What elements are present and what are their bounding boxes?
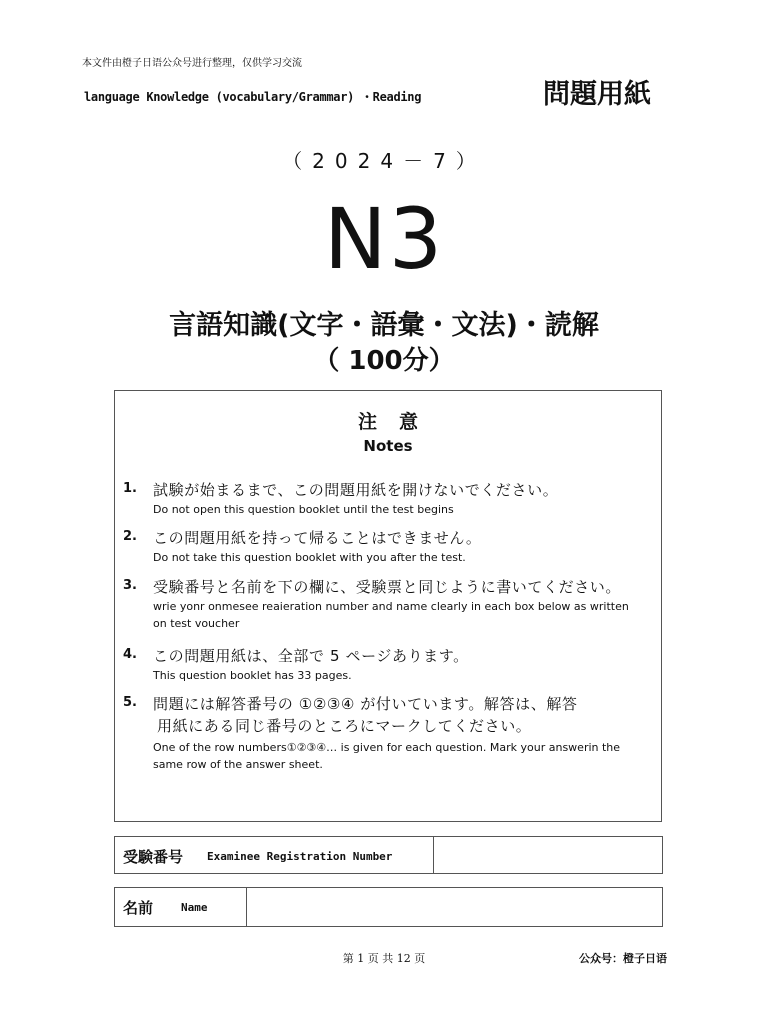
source-notice: 本文件由橙子日语公众号进行整理，仅供学习交流 [82,58,302,69]
notes-title-ja: 注意 [357,411,440,433]
note-text-en: One of the row numbers①②③④… is given for each question. Mark your answerin the same row of the answer sheet. [153,741,621,771]
note-text-ja: 問題には解答番号の ①②③④ が付いています。解答は、解答 [153,695,578,713]
section-line: language Knowledge (vocabulary/Grammar) ・Reading [84,90,422,104]
name-row [114,887,663,927]
name-label-en: Name [181,901,208,914]
notes-title-en: Notes [363,437,413,455]
note-text-ja: この問題用紙は、全部で 5 ページあります。 [153,647,469,665]
note-text-ja: この問題用紙を持って帰ることはできません。 [153,529,482,547]
note-number: 2. [123,529,137,544]
note-text-ja-continued: 用紙にある同じ番号のところにマークしてください。 [157,717,532,735]
registration-number-field[interactable] [434,837,662,873]
note-text-en: Do not open this question booklet until the test begins [153,503,454,516]
note-text-ja: 受験番号と名前を下の欄に、受験票と同じように書いてください。 [153,578,622,596]
exam-duration: （ 100分） [313,346,455,376]
registration-number-row [114,836,663,874]
exam-level: N3 [323,190,445,288]
note-text-en: Do not take this question booklet with you after the test. [153,551,466,564]
source-label: 公众号：橙子日语 [579,952,667,965]
exam-subject: 言語知識(文字・語彙・文法)・読解 [169,310,599,341]
note-text-ja: 試験が始まるまで、この問題用紙を開けないでください。 [153,481,559,499]
note-text-en: This question booklet has 33 pages. [153,669,352,682]
note-number: 5. [123,695,137,710]
name-field[interactable] [247,888,662,926]
note-number: 4. [123,647,137,662]
note-number: 3. [123,578,137,593]
name-label-ja: 名前 [123,899,154,917]
page-number: 第 1 页 共 12 页 [342,952,426,965]
note-number: 1. [123,481,137,496]
registration-label-en: Examinee Registration Number [207,850,393,863]
booklet-label: 問題用紙 [543,79,651,110]
exam-date: （2024－7） [282,149,486,173]
note-text-en: wrie yonr onmesee reaieration number and name clearly in each box below as written on test voucher [153,600,629,630]
registration-label-ja: 受験番号 [123,848,184,866]
notes-box [114,390,662,822]
